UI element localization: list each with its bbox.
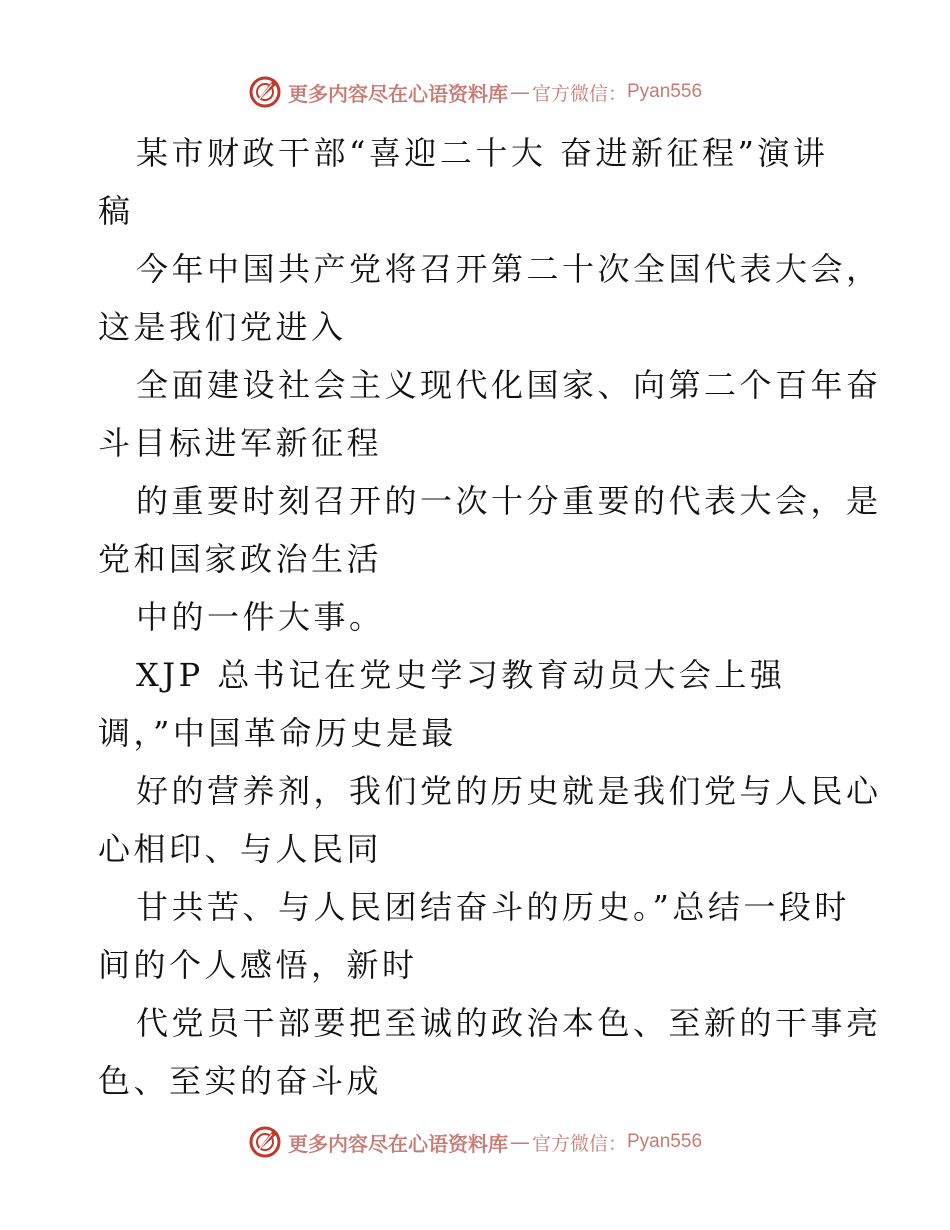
banner-wechat-id: Pyan556	[627, 81, 703, 102]
banner-wechat-label: 官方微信：	[531, 82, 627, 105]
banner-separator: —	[509, 1130, 530, 1154]
paragraph	[98, 762, 882, 878]
banner-main-text: 更多内容尽在心语资料库	[287, 1131, 508, 1156]
text-line: 稿	[98, 192, 134, 230]
paragraph-title	[98, 124, 868, 240]
banner-wechat-id: Pyan556	[627, 1131, 703, 1152]
quill-logo-icon	[248, 1125, 282, 1159]
text-line: 斗目标进军新征程	[98, 424, 383, 462]
paragraph	[98, 472, 882, 588]
text-line: 间的个人感悟，新时	[98, 946, 418, 984]
text-line: 这是我们党进入	[98, 308, 347, 346]
text-line: 中的一件大事。	[136, 598, 385, 636]
text-line: 甘共苦、与人民团结奋斗的历史。”总结一段时	[136, 888, 850, 926]
footer-banner	[0, 1122, 950, 1162]
text-line: 全面建设社会主义现代化国家、向第二个百年奋	[136, 366, 882, 404]
text-line: 好的营养剂，我们党的历史就是我们党与人民心	[136, 772, 882, 810]
paragraph	[98, 356, 882, 472]
banner-wechat-label: 官方微信：	[531, 1132, 627, 1155]
document-body	[98, 124, 882, 1110]
paragraph	[98, 994, 882, 1110]
text-line: XJP 总书记在党史学习教育动员大会上强	[136, 656, 786, 694]
text-line: 心相印、与人民同	[98, 830, 383, 868]
text-line: 今年中国共产党将召开第二十次全国代表大会，	[136, 250, 882, 288]
banner-main-text: 更多内容尽在心语资料库	[287, 81, 508, 106]
paragraph	[98, 646, 868, 762]
text-line: 的重要时刻召开的一次十分重要的代表大会，是	[136, 482, 882, 520]
text-line: 党和国家政治生活	[98, 540, 383, 578]
text-line: 代党员干部要把至诚的政治本色、至新的干事亮	[136, 1004, 882, 1042]
header-banner	[0, 72, 950, 112]
paragraph	[98, 240, 882, 356]
text-line: 某市财政干部“喜迎二十大 奋进新征程”演讲	[136, 134, 829, 172]
paragraph	[98, 588, 868, 646]
text-line: 色、至实的奋斗成	[98, 1062, 383, 1100]
text-line: 调，”中国革命历史是最	[98, 714, 457, 752]
paragraph	[98, 878, 868, 994]
quill-logo-icon	[248, 75, 282, 109]
banner-separator: —	[509, 80, 530, 104]
